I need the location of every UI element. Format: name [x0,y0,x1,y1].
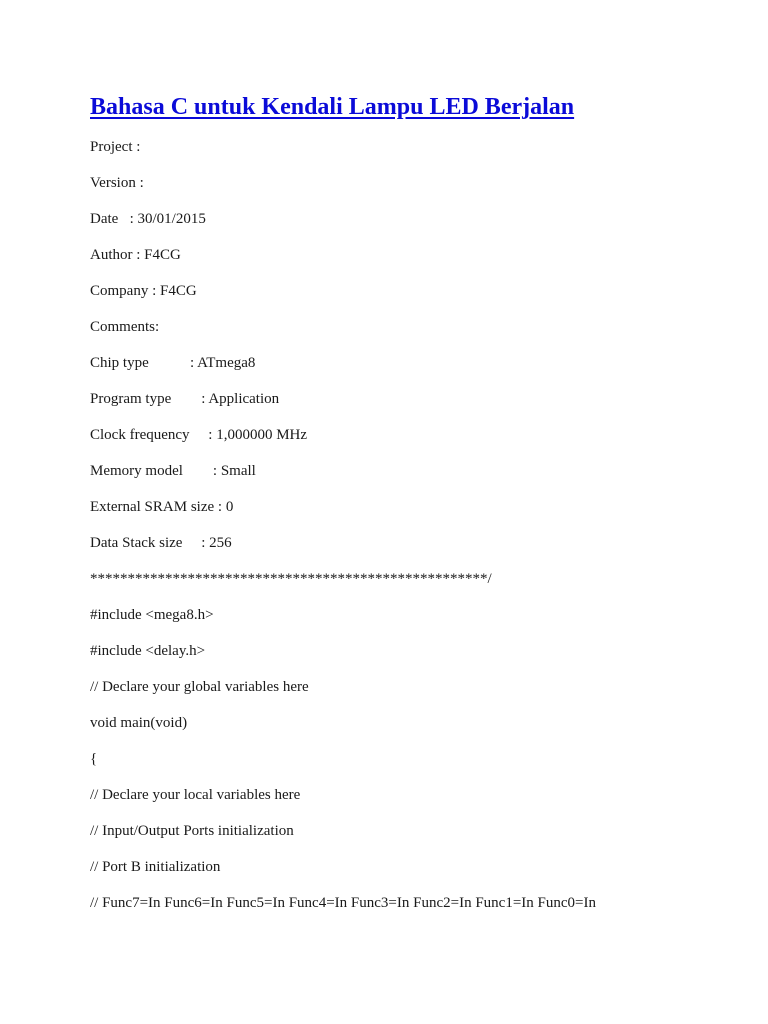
company-line: Company : F4CG [90,283,197,299]
func-config-comment: // Func7=In Func6=In Func5=In Func4=In Func3=In Func2=In Func1=In Func0=In [90,895,596,911]
document-title-link[interactable]: Bahasa C untuk Kendali Lampu LED Berjalan [90,94,575,120]
comment-closing-line: *****************************************************/ [90,571,492,587]
document-body [90,137,596,929]
clock-frequency-line: Clock frequency : 1,000000 MHz [90,427,308,443]
include-delay-line: #include <delay.h> [90,643,206,659]
global-variables-comment: // Declare your global variables here [90,679,309,695]
chip-type-line: Chip type : ATmega8 [90,355,256,371]
io-ports-comment: // Input/Output Ports initialization [90,823,294,839]
comments-line: Comments: [90,319,160,335]
main-function-line: void main(void) [90,715,188,731]
data-stack-line: Data Stack size : 256 [90,535,232,551]
memory-model-line: Memory model : Small [90,463,256,479]
local-variables-comment: // Declare your local variables here [90,787,301,803]
port-b-comment: // Port B initialization [90,859,221,875]
version-line: Version : [90,175,144,191]
author-line: Author : F4CG [90,247,181,263]
date-line: Date : 30/01/2015 [90,211,206,227]
project-line: Project : [90,139,141,155]
opening-brace-line: { [90,751,98,767]
include-mega8-line: #include <mega8.h> [90,607,214,623]
program-type-line: Program type : Application [90,391,280,407]
external-sram-line: External SRAM size : 0 [90,499,234,515]
